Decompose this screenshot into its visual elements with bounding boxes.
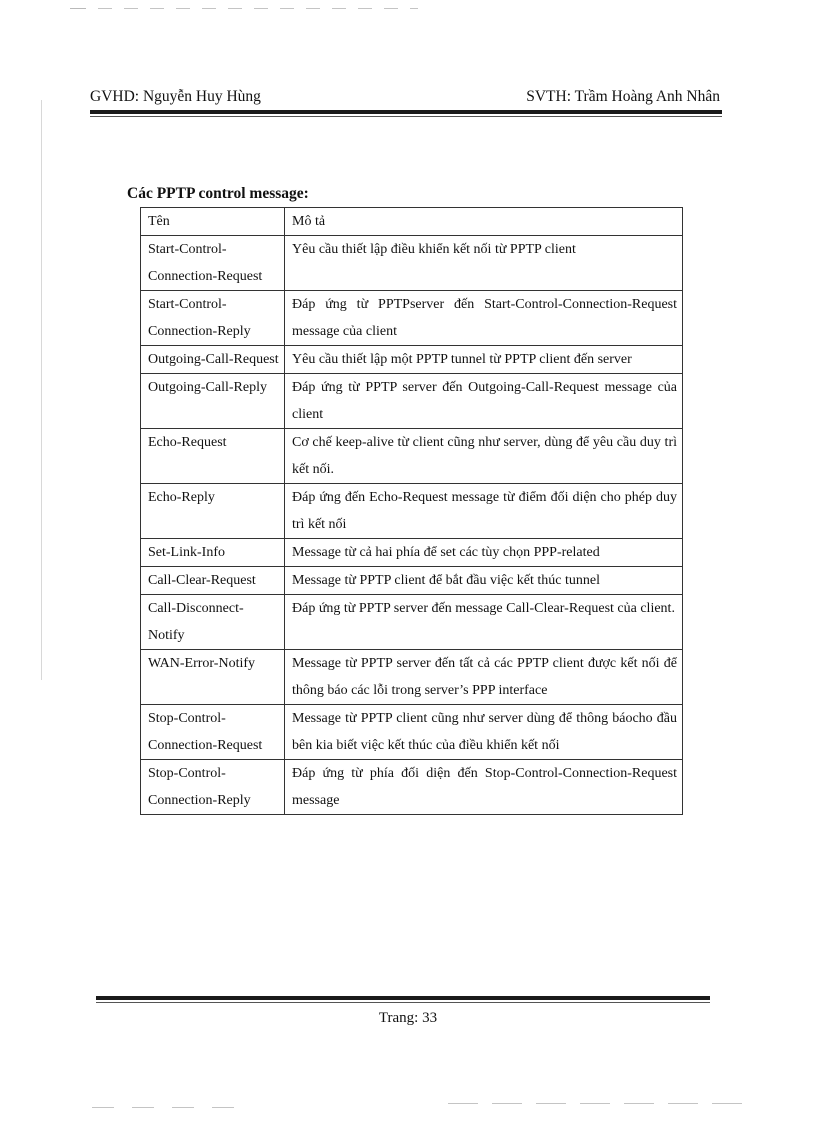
- message-name: Outgoing-Call-Request: [141, 346, 285, 374]
- table-row: [141, 429, 683, 484]
- column-header-name: Tên: [141, 208, 285, 236]
- message-desc: Message từ PPTP server đến tất cả các PPTP client được kết nối để thông báo các lỗi trong server’s PPP interface: [285, 650, 683, 705]
- message-desc: Đáp ứng từ PPTPserver đến Start-Control-Connection-Request message của client: [285, 291, 683, 346]
- footer-rule-thin: [96, 1002, 710, 1003]
- header-student: SVTH: Trầm Hoàng Anh Nhân: [526, 88, 720, 105]
- table-row: [141, 650, 683, 705]
- message-name: Start-Control-Connection-Reply: [141, 291, 285, 346]
- header-rule-thin: [90, 116, 722, 117]
- message-desc: Yêu cầu thiết lập điều khiển kết nối từ PPTP client: [285, 236, 683, 291]
- message-name: Stop-Control-Connection-Reply: [141, 760, 285, 815]
- message-name: Echo-Reply: [141, 484, 285, 539]
- scan-artifact: [98, 8, 418, 9]
- message-desc: Đáp ứng từ PPTP server đến message Call-Clear-Request của client.: [285, 595, 683, 650]
- message-desc: Đáp ứng từ PPTP server đến Outgoing-Call-Request message của client: [285, 374, 683, 429]
- scan-artifact: [92, 1107, 242, 1108]
- message-name: Start-Control-Connection-Request: [141, 236, 285, 291]
- table-row: [141, 484, 683, 539]
- column-header-desc: Mô tả: [285, 208, 683, 236]
- table-row: [141, 539, 683, 567]
- header-advisor: GVHD: Nguyễn Huy Hùng: [90, 88, 261, 105]
- message-name: Call-Clear-Request: [141, 567, 285, 595]
- page-header: [90, 88, 720, 110]
- page-number: Trang: 33: [378, 1010, 438, 1026]
- table-row: [141, 760, 683, 815]
- page-footer: [0, 1010, 816, 1027]
- scan-artifact: [448, 1103, 748, 1104]
- footer-rule: [96, 996, 710, 1000]
- section-title: Các PPTP control message:: [127, 185, 309, 202]
- message-name: Stop-Control-Connection-Request: [141, 705, 285, 760]
- table-header-row: [141, 208, 683, 236]
- scan-artifact: [70, 8, 86, 9]
- message-name: WAN-Error-Notify: [141, 650, 285, 705]
- table-row: [141, 291, 683, 346]
- table-row: [141, 236, 683, 291]
- message-desc: Message từ cả hai phía để set các tùy chọn PPP-related: [285, 539, 683, 567]
- message-name: Set-Link-Info: [141, 539, 285, 567]
- message-desc: Yêu cầu thiết lập một PPTP tunnel từ PPTP client đến server: [285, 346, 683, 374]
- message-desc: Đáp ứng đến Echo-Request message từ điểm đối diện cho phép duy trì kết nối: [285, 484, 683, 539]
- table-row: [141, 346, 683, 374]
- message-desc: Message từ PPTP client cũng như server dùng để thông báocho đầu bên kia biết việc kết thúc của điều khiển kết nối: [285, 705, 683, 760]
- table-row: [141, 595, 683, 650]
- pptp-message-table: [140, 207, 683, 815]
- message-name: Outgoing-Call-Reply: [141, 374, 285, 429]
- table-row: [141, 705, 683, 760]
- message-desc: Message từ PPTP client để bắt đầu việc kết thúc tunnel: [285, 567, 683, 595]
- message-name: Call-Disconnect-Notify: [141, 595, 285, 650]
- message-desc: Đáp ứng từ phía đối diện đến Stop-Control-Connection-Request message: [285, 760, 683, 815]
- table-row: [141, 567, 683, 595]
- table-row: [141, 374, 683, 429]
- message-desc: Cơ chế keep-alive từ client cũng như server, dùng để yêu cầu duy trì kết nối.: [285, 429, 683, 484]
- message-name: Echo-Request: [141, 429, 285, 484]
- scan-margin-line: [41, 100, 42, 680]
- header-rule: [90, 110, 722, 114]
